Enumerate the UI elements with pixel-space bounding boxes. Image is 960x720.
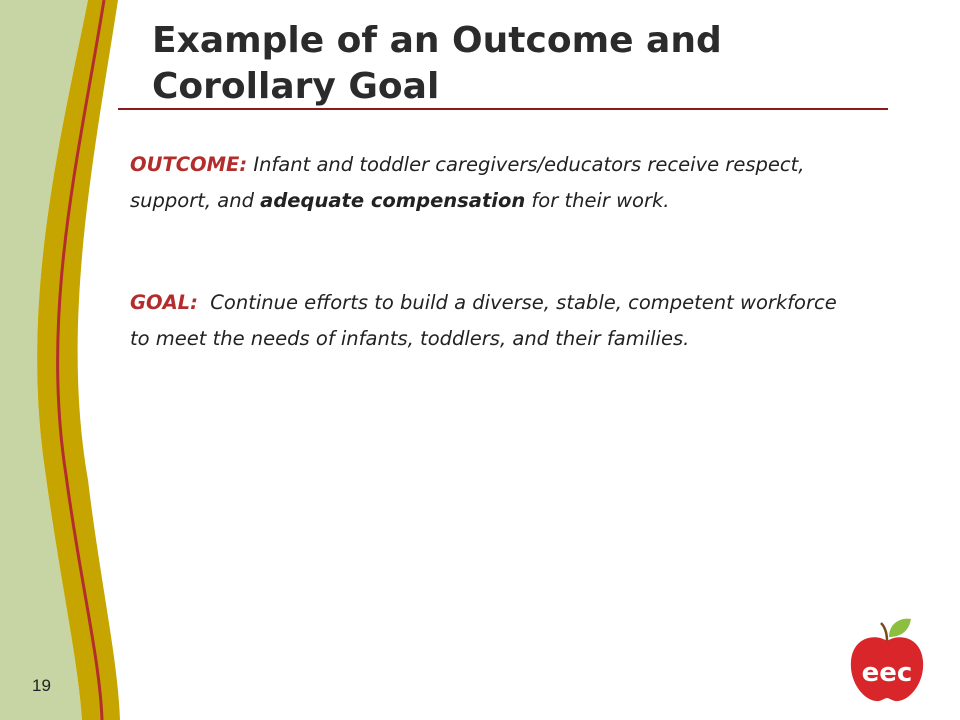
stem-icon [881,623,887,641]
slide-title: Example of an Outcome and Corollary Goal [152,20,722,107]
outcome-label: OUTCOME: [130,153,248,176]
goal-text: Continue efforts to build a diverse, stable, competent workforce to meet the needs of infants, toddlers, and their families. [130,291,843,350]
page-number: 19 [32,676,51,695]
outcome-emphasis: adequate compensation [260,189,526,212]
goal-label: GOAL: [130,291,198,314]
title-divider [118,108,888,110]
goal-paragraph [130,285,850,357]
outcome-text-before: Infant and toddler caregivers/educators receive respect, support, and [130,153,805,212]
outcome-paragraph [130,147,850,219]
leaf-icon [889,619,911,637]
logo-text: eec [861,658,913,688]
outcome-text-after: for their work. [525,189,670,212]
eec-apple-logo [845,615,930,705]
